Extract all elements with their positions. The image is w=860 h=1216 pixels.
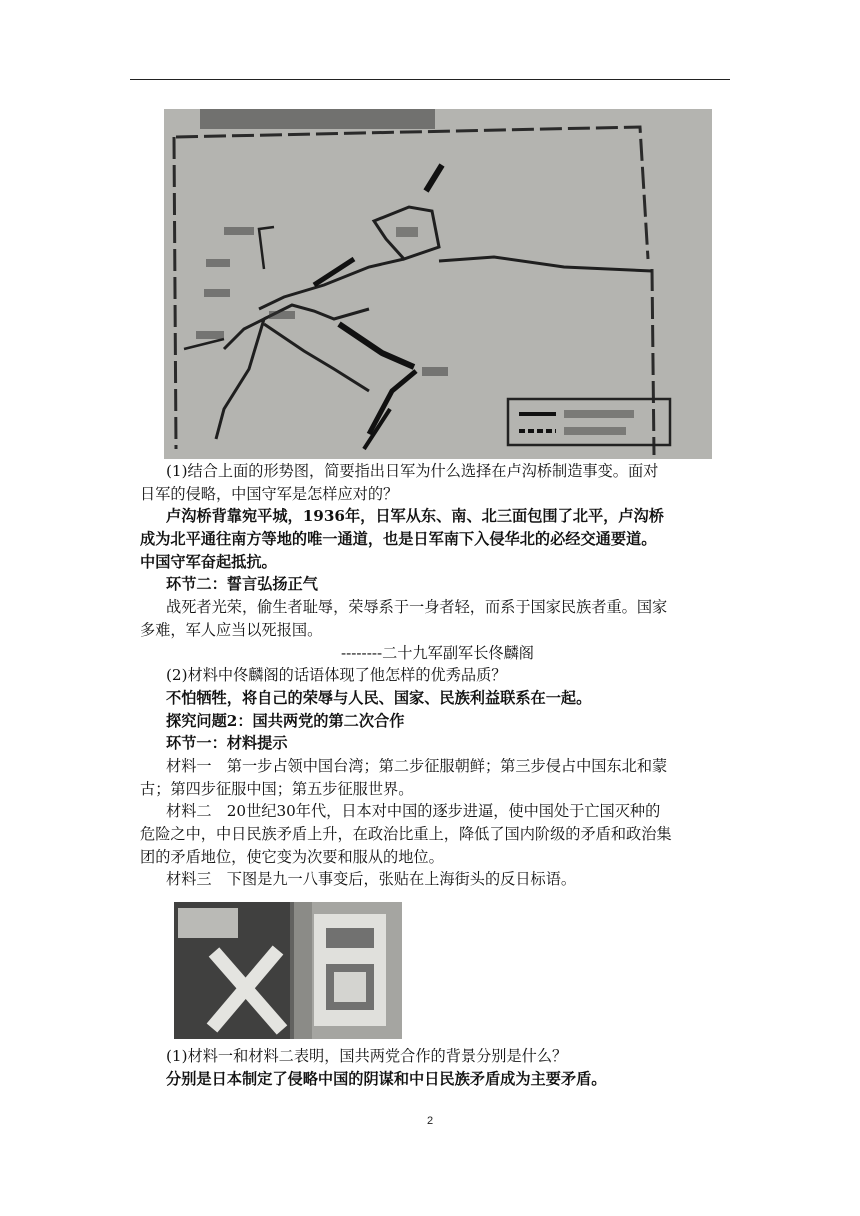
- material-2a: 材料二 20世纪30年代，日本对中国的逐步进逼，使中国处于亡国灭种的: [166, 802, 661, 821]
- quote-line-2: 多难，军人应当以死报国。: [140, 620, 323, 639]
- answer-1a: 卢沟桥背靠宛平城，1936年，日军从东、南、北三面包围了北平，卢沟桥: [166, 507, 664, 526]
- answer-1b: 成为北平通往南方等地的唯一通道，也是日军南下入侵华北的必经交通要道。: [140, 530, 657, 549]
- question-1a: (1)结合上面的形势图，简要指出日军为什么选择在卢沟桥制造事变。面对: [166, 462, 659, 480]
- page-number: 2: [426, 1115, 434, 1127]
- header-rule: [130, 79, 730, 80]
- material-1b: 古；第四步征服中国；第五步征服世界。: [140, 779, 414, 798]
- question-3: (1)材料一和材料二表明，国共两党合作的背景分别是什么？: [166, 1047, 568, 1065]
- body-text-1: [140, 460, 735, 891]
- answer-2: 不怕牺牲，将自己的荣辱与人民、国家、民族利益联系在一起。: [166, 688, 592, 707]
- quote-attribution: --------二十九军副军长佟麟阁: [341, 643, 534, 662]
- answer-1c: 中国守军奋起抵抗。: [140, 552, 277, 571]
- slogan-photo-drawing: [174, 902, 402, 1039]
- body-text-2: [140, 1045, 735, 1090]
- anti-japanese-slogan-photo: [174, 902, 402, 1039]
- material-1a: 材料一 第一步占领中国台湾；第二步征服朝鲜；第三步侵占中国东北和蒙: [166, 756, 668, 775]
- answer-3: 分别是日本制定了侵略中国的阴谋和中日民族矛盾成为主要矛盾。: [166, 1069, 607, 1088]
- inquiry-heading-2: 探究问题2：国共两党的第二次合作: [166, 711, 405, 730]
- situation-map-photo: [164, 109, 712, 459]
- situation-map-drawing: [164, 109, 712, 459]
- question-1b: 日军的侵略，中国守军是怎样应对的？: [140, 484, 399, 503]
- material-3: 材料三 下图是九一八事变后，张贴在上海街头的反日标语。: [166, 870, 577, 889]
- quote-line-1: 战死者光荣，偷生者耻辱，荣辱系于一身者轻，而系于国家民族者重。国家: [166, 598, 668, 617]
- section-heading-link2: 环节二：誓言弘扬正气: [166, 575, 318, 594]
- material-2c: 团的矛盾地位，使它变为次要和服从的地位。: [140, 847, 444, 866]
- section-heading-link1: 环节一：材料提示: [166, 734, 288, 753]
- material-2b: 危险之中，中日民族矛盾上升，在政治比重上，降低了国内阶级的矛盾和政治集: [140, 825, 672, 843]
- question-2: (2)材料中佟麟阁的话语体现了他怎样的优秀品质？: [166, 666, 507, 685]
